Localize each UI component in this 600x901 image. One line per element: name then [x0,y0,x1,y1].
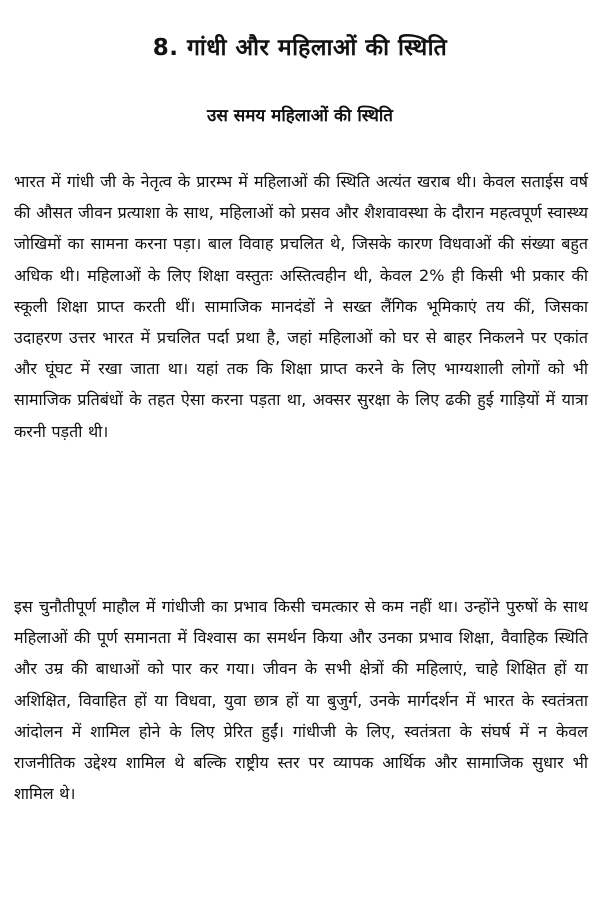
body-paragraph-1: भारत में गांधी जी के नेतृत्व के प्रारम्भ में महिलाओं की स्थिति अत्यंत खराब थी। केवल सताईस वर्ष की औसत जीवन प्रत्याशा के साथ, महिलाओं को प्रसव और शैशवावस्था के दौरान महत्वपूर्ण स्वास्थ्य जोखिमों का सामना करना पड़ा। बाल विवाह प्रचलित थे, जिसके कारण विधवाओं की संख्या बहुत अधिक थी। महिलाओं के लिए शिक्षा वस्तुतः अस्तित्वहीन थी, केवल 2% ही किसी भी प्रकार की स्कूली शिक्षा प्राप्त करती थीं। सामाजिक मानदंडों ने सख्त लैंगिक भूमिकाएं तय कीं, जिसका उदाहरण उत्तर भारत में प्रचलित पर्दा प्रथा है, जहां महिलाओं को घर से बाहर निकलने पर एकांत और घूंघट में रखा जाता था। यहां तक कि शिक्षा प्राप्त करने के लिए भाग्यशाली लोगों को भी सामाजिक प्रतिबंधों के तहत ऐसा करना पड़ता था, अक्सर सुरक्षा के लिए ढकी हुई गाड़ियों में यात्रा करनी पड़ती थी। [14,172,588,441]
body-paragraph-2: इस चुनौतीपूर्ण माहौल में गांधीजी का प्रभाव किसी चमत्कार से कम नहीं था। उन्होंने पुरुषों के साथ महिलाओं की पूर्ण समानता में विश्वास का समर्थन किया और उनका प्रभाव शिक्षा, वैवाहिक स्थिति और उम्र की बाधाओं को पार कर गया। जीवन के सभी क्षेत्रों की महिलाएं, चाहे शिक्षित हों या अशिक्षित, विवाहित हों या विधवा, युवा छात्र हों या बुजुर्ग, उनके मार्गदर्शन में भारत के स्वतंत्रता आंदोलन में शामिल होने के लिए प्रेरित हुईं। गांधीजी के लिए, स्वतंत्रता के संघर्ष में न केवल राजनीतिक उद्देश्य शामिल थे बल्कि राष्ट्रीय स्तर पर व्यापक आर्थिक और सामाजिक सुधार भी शामिल थे। [14,597,588,804]
chapter-title: 8. गांधी और महिलाओं की स्थिति [152,35,448,61]
section-heading: उस समय महिलाओं की स्थिति [207,106,393,126]
